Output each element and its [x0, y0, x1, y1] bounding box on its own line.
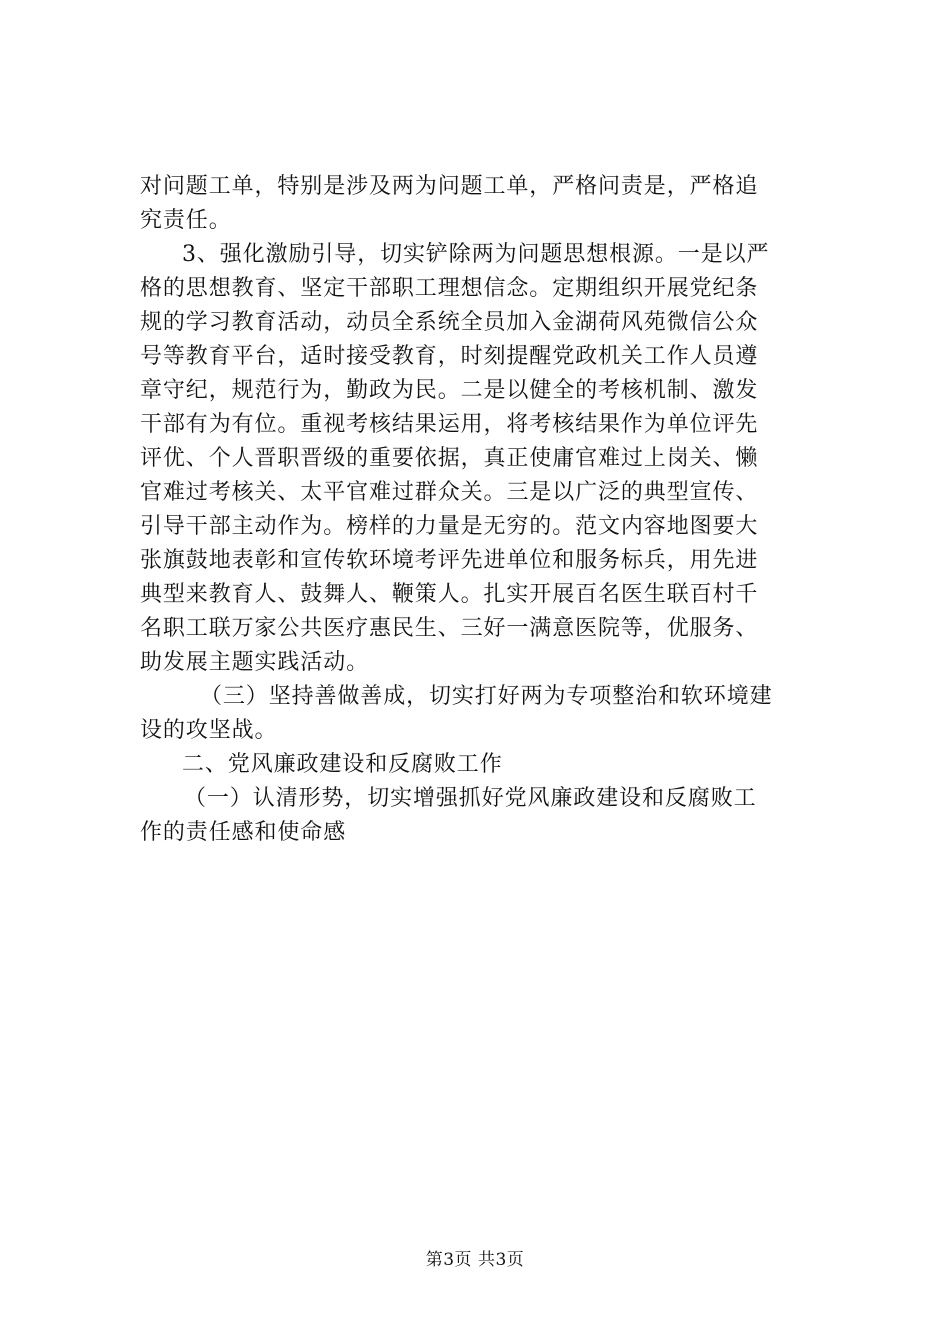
paragraph-start-line: 3、强化激励引导，切实铲除两为问题思想根源。一是以严 [182, 242, 770, 267]
body-line: 究责任。 [140, 208, 232, 233]
document-body [140, 170, 830, 850]
body-line: 规的学习教育活动，动员全系统全员加入金湖荷风苑微信公众 [140, 310, 759, 335]
body-line: 格的思想教育、坚定干部职工理想信念。定期组织开展党纪条 [140, 276, 759, 301]
body-line: 干部有为有位。重视考核结果运用，将考核结果作为单位评先 [140, 412, 759, 437]
body-line: 对问题工单，特别是涉及两为问题工单，严格问责是，严格追 [140, 174, 759, 199]
paragraph-start-line: （三）坚持善做善成，切实打好两为专项整治和软环境建 [200, 684, 773, 709]
paragraph-start-line: （一）认清形势，切实增强抓好党风廉政建设和反腐败工 [184, 786, 757, 811]
body-line: 引导干部主动作为。榜样的力量是无穷的。范文内容地图要大 [140, 514, 759, 539]
page-number-footer: 第3页 共3页 [425, 1250, 525, 1270]
body-line: 设的攻坚战。 [140, 718, 278, 743]
body-line: 章守纪，规范行为，勤政为民。二是以健全的考核机制、激发 [140, 378, 759, 403]
body-line: 典型来教育人、鼓舞人、鞭策人。扎实开展百名医生联百村千 [140, 582, 759, 607]
body-line: 评优、个人晋职晋级的重要依据，真正使庸官难过上岗关、懒 [140, 446, 759, 471]
body-line: 张旗鼓地表彰和宣传软环境考评先进单位和服务标兵，用先进 [140, 548, 759, 573]
body-line: 号等教育平台，适时接受教育，时刻提醒党政机关工作人员遵 [140, 344, 759, 369]
body-line: 助发展主题实践活动。 [140, 650, 370, 675]
body-line: 名职工联万家公共医疗惠民生、三好一满意医院等，优服务、 [140, 616, 759, 641]
section-heading: 二、党风廉政建设和反腐败工作 [182, 752, 503, 777]
body-line: 作的责任感和使命感 [140, 820, 347, 845]
body-line: 官难过考核关、太平官难过群众关。三是以广泛的典型宣传、 [140, 480, 759, 505]
